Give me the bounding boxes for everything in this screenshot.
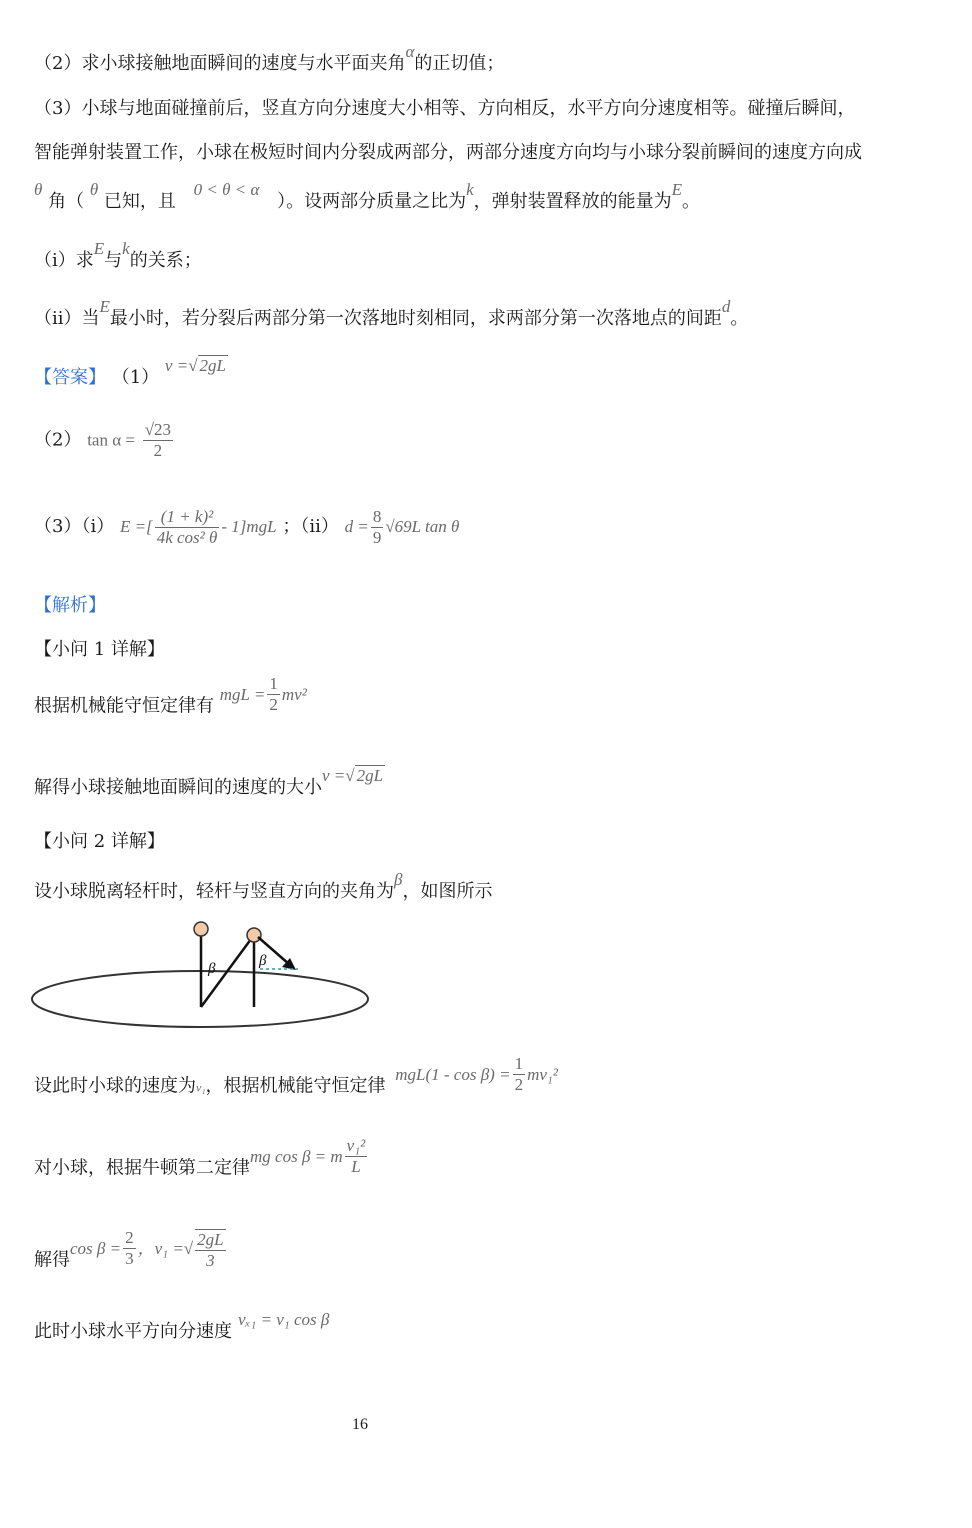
sub2-line-4: 解得cos β = $\frac{2}{3}$ ，v₁ =√ $\frac{2gL}{3}$ <box>34 1228 224 1271</box>
question-2: （2）求小球接触地面瞬间的速度与水平面夹角α的正切值； <box>34 42 505 74</box>
question-3-line-1: （3）小球与地面碰撞前后，竖直方向分速度大小相等、方向相反，水平方向分速度相等。碰撞后瞬间， <box>34 98 856 119</box>
sub1-line-1: 根据机械能守恒定律有 mgL = $\frac{1}{2}$ mv² <box>34 674 307 717</box>
answer-tag: 【答案】 <box>34 367 106 388</box>
ball-right <box>247 928 261 942</box>
beta-label-left: β <box>208 961 216 977</box>
sub2-tag: 【小问 2 详解】 <box>34 831 165 852</box>
sub2-line-2: 设此时小球的速度为v₁，根据机械能守恒定律 mgL(1 - cos β) = $\frac{1}{2}$ mv₁² <box>34 1054 558 1097</box>
question-3-i: （i）求E与k的关系； <box>34 239 202 271</box>
ball-left <box>194 922 208 936</box>
page-number: 16 <box>352 1416 368 1433</box>
sub2-line-3: 对小球，根据牛顿第二定律mg cos β = m $\frac{\text{v₁²}}{L}$ <box>34 1136 366 1179</box>
beta-label-right: β <box>259 953 267 969</box>
question-3-line-3: θ 角（ θ 已知，且 0 < θ < α ）。设两部分质量之比为k，弹射装置释放的能量为E。 <box>34 180 701 212</box>
question-3-line-2: 智能弹射装置工作，小球在极短时间内分裂成两部分，两部分速度方向均与小球分裂前瞬间的速度方向成 <box>34 142 862 163</box>
analysis-tag: 【解析】 <box>34 595 106 616</box>
question-3-ii: （ii）当E最小时，若分裂后两部分第一次落地时刻相同，求两部分第一次落地点的间距d。 <box>34 297 749 329</box>
rod-ball-diagram <box>28 915 378 1035</box>
sub2-line-5: 此时小球水平方向分速度vₓ₁ = v₁ cos β <box>34 1310 330 1342</box>
sub2-line-1: 设小球脱离轻杆时，轻杆与竖直方向的夹角为β，如图所示 <box>34 870 493 902</box>
answer-1: 【答案】 （1） v =√ 2gL <box>34 356 227 388</box>
sub1-line-2: 解得小球接触地面瞬间的速度的大小v =√ 2gL <box>34 766 384 798</box>
answer-2: （2） tan α = $\frac{√23}{2}$ <box>34 420 172 460</box>
answer-3: （3）（i） E =[ $\frac{\text{(1 + k)²}}{\text{4k cos² θ}}$ - 1]mgL ；（ii） d = $\frac{8}{9}$ √69L tan θ <box>34 506 460 547</box>
sub1-tag: 【小问 1 详解】 <box>34 639 165 660</box>
